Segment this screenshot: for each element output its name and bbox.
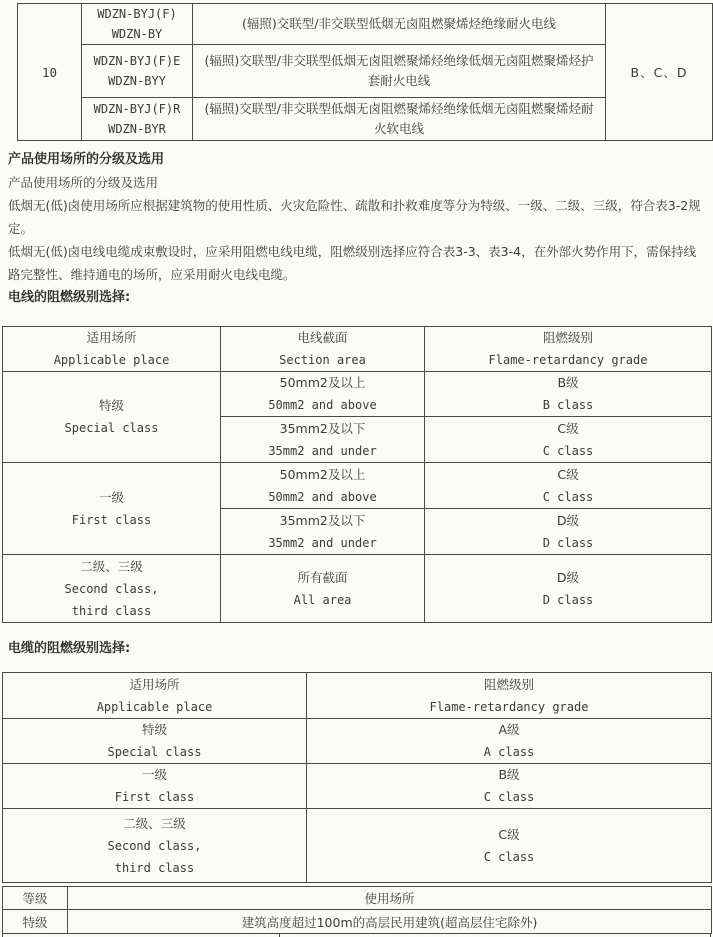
serial-number-cell: 10 — [18, 4, 82, 141]
header-flame-grade: 阻燃级别 Flame-retardancy grade — [307, 673, 712, 719]
grade-cell: C级 C class — [307, 809, 712, 883]
paragraph-classification: 低烟无(低)卤使用场所应根据建筑物的使用性质、火灾危险性、疏散和扑救难度等分为特级、一级、二级、三级，符合表3-2规定。 — [8, 198, 701, 236]
grade-cell: 特级 — [3, 910, 68, 934]
place-second-third-cell: 二级、三级 Second class, third class — [3, 555, 221, 623]
model-cell — [82, 98, 193, 141]
model-code: WDZN-BY — [111, 27, 163, 41]
model-code: WDZN-BYJ(F)E — [93, 54, 181, 68]
grade-cell: C级 C class — [425, 417, 712, 463]
model-description: (辐照)交联型/非交联型低烟无卤阻燃聚烯烃绝缘低烟无卤阻燃聚烯烃护套耐火电线 — [193, 45, 606, 98]
grade-cell: D级 D class — [425, 555, 712, 623]
place-first-cell: 一级 First class — [3, 463, 221, 555]
section-subheading: 产品使用场所的分级及选用 — [8, 175, 159, 190]
usage-place-table — [2, 886, 712, 934]
model-code: WDZN-BYY — [108, 74, 166, 88]
place-second-third-cell: 二级、三级 Second class, third class — [3, 809, 307, 883]
cable-table-heading: 电缆的阻燃级别选择: — [8, 641, 131, 656]
page — [0, 3, 713, 930]
model-description: (辐照)交联型/非交联型低烟无卤阻燃聚烯烃绝缘耐火电线 — [193, 4, 606, 45]
grade-cell: A级 A class — [307, 719, 712, 764]
header-flame-grade: 阻燃级别 Flame-retardancy grade — [425, 327, 712, 372]
grade-group-cell: B、C、D — [606, 4, 713, 141]
wire-grade-table — [2, 326, 712, 623]
wire-table-heading: 电线的阻燃级别选择: — [8, 290, 131, 305]
wire-models-table — [17, 3, 713, 141]
model-code: WDZN-BYJ(F)R — [93, 102, 181, 116]
place-first-cell: 一级 First class — [3, 764, 307, 809]
grade-cell: B级 C class — [307, 764, 712, 809]
usage-place-cell: 建筑高度超过100m的高层民用建筑(超高层住宅除外) — [68, 910, 712, 934]
section-text — [8, 148, 705, 309]
grade-cell: C级 C class — [425, 463, 712, 509]
model-cell — [82, 4, 193, 45]
model-code: WDZN-BYR — [108, 122, 166, 136]
header-applicable-place: 适用场所 Applicable place — [3, 673, 307, 719]
model-code: WDZN-BYJ(F) — [97, 7, 177, 21]
section-cell: 所有截面 All area — [221, 555, 425, 623]
model-description: (辐照)交联型/非交联型低烟无卤阻燃聚烯烃绝缘低烟无卤阻燃聚烯烃耐火软电线 — [193, 98, 606, 141]
paragraph-selection: 低烟无(低)卤电线电缆成束敷设时，应采用阻燃电线电缆，阻燃级别选择应符合表3-3、表3-4，在外部火势作用下，需保持线路完整性、维持通电的场所，应采用耐火电线电缆。 — [8, 244, 697, 282]
section-cell: 50mm2及以上 50mm2 and above — [221, 372, 425, 417]
section-cell: 35mm2及以下 35mm2 and under — [221, 509, 425, 555]
section-cell: 35mm2及以下 35mm2 and under — [221, 417, 425, 463]
header-section-area: 电线截面 Section area — [221, 327, 425, 372]
model-cell — [82, 45, 193, 98]
section-heading: 产品使用场所的分级及选用 — [8, 152, 165, 167]
header-applicable-place: 适用场所 Applicable place — [3, 327, 221, 372]
place-special-cell: 特级 Special class — [3, 719, 307, 764]
section-cell: 50mm2及以上 50mm2 and above — [221, 463, 425, 509]
header-usage-place: 使用场所 — [68, 887, 712, 910]
grade-cell: B级 B class — [425, 372, 712, 417]
header-grade: 等级 — [3, 887, 68, 910]
grade-cell: D级 D class — [425, 509, 712, 555]
cable-grade-table — [2, 672, 712, 883]
place-special-cell: 特级 Special class — [3, 372, 221, 463]
